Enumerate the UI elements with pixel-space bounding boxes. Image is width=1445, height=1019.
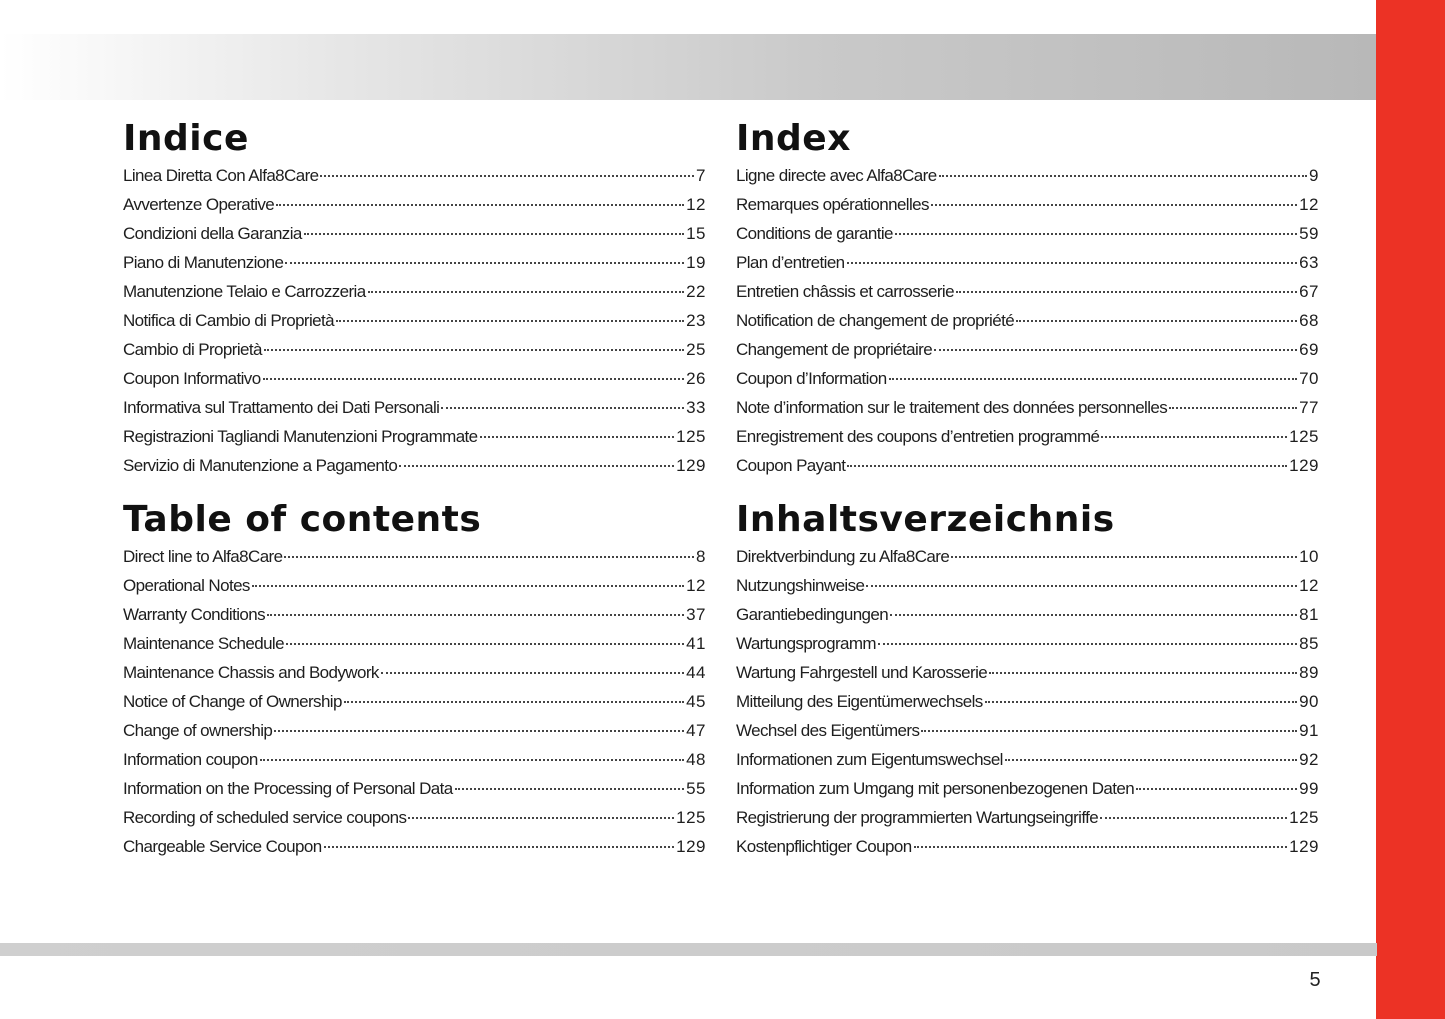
page-number: 5: [1309, 969, 1321, 991]
toc-entry-page: 129: [676, 456, 706, 475]
dot-leader: [286, 642, 684, 645]
dot-leader: [260, 758, 684, 761]
toc-entry-label: Chargeable Service Coupon: [123, 837, 322, 856]
toc-entry-page: 9: [1309, 166, 1319, 185]
dot-leader: [441, 406, 684, 409]
toc-entry-label: Warranty Conditions: [123, 605, 265, 624]
toc-entry-label: Kostenpflichtiger Coupon: [736, 837, 912, 856]
toc-entry-label: Information zum Umgang mit personenbezogenen Daten: [736, 779, 1135, 798]
dot-leader: [934, 348, 1297, 351]
toc-entry-page: 125: [1289, 808, 1319, 827]
dot-leader: [284, 555, 694, 558]
toc-entry-label: Direct line to Alfa8Care: [123, 547, 283, 566]
toc-entry[interactable]: [123, 451, 706, 480]
toc-entry[interactable]: [123, 277, 706, 306]
toc-entry-label: Maintenance Schedule: [123, 634, 284, 653]
toc-entry[interactable]: [736, 248, 1319, 277]
toc-entry-label: Notice of Change of Ownership: [123, 692, 342, 711]
toc-entry[interactable]: [123, 393, 706, 422]
toc-entry-label: Coupon d’Information: [736, 369, 887, 388]
dot-leader: [368, 290, 684, 293]
toc-entry-label: Enregistrement des coupons d’entretien programmé: [736, 427, 1100, 446]
dot-leader: [951, 555, 1297, 558]
toc-entry-page: 37: [686, 605, 706, 624]
toc-entry-label: Servizio di Manutenzione a Pagamento: [123, 456, 398, 475]
toc-entry-label: Changement de propriétaire: [736, 340, 933, 359]
toc-entry[interactable]: [736, 629, 1319, 658]
toc-entry-page: 125: [676, 427, 706, 446]
toc-entry[interactable]: [736, 571, 1319, 600]
toc-entry[interactable]: [736, 803, 1319, 832]
toc-entry[interactable]: [736, 832, 1319, 861]
dot-leader: [408, 816, 674, 819]
toc-entry[interactable]: [736, 335, 1319, 364]
dot-leader: [1136, 787, 1297, 790]
toc-entry-label: Registrierung der programmierten Wartungseingriffe: [736, 808, 1099, 827]
toc-entry-page: 15: [686, 224, 706, 243]
dot-leader: [1101, 435, 1287, 438]
dot-leader: [878, 642, 1297, 645]
header-band: [0, 34, 1377, 100]
toc-entry-label: Direktverbindung zu Alfa8Care: [736, 547, 950, 566]
toc-entry[interactable]: [123, 774, 706, 803]
dot-leader: [847, 464, 1287, 467]
toc-entry-label: Wartung Fahrgestell und Karosserie: [736, 663, 988, 682]
red-side-strip: [1376, 0, 1445, 1019]
toc-entry[interactable]: [123, 335, 706, 364]
toc-entry-label: Notifica di Cambio di Proprietà: [123, 311, 334, 330]
toc-entry-label: Informativa sul Trattamento dei Dati Personali: [123, 398, 440, 417]
toc-entry[interactable]: [736, 422, 1319, 451]
toc-entry-page: 129: [1289, 456, 1319, 475]
toc-entry[interactable]: [123, 832, 706, 861]
toc-entry-page: 55: [686, 779, 706, 798]
dot-leader: [274, 729, 684, 732]
toc-entry-page: 7: [696, 166, 706, 185]
toc-entry-label: Plan d’entretien: [736, 253, 845, 272]
toc-entry[interactable]: [736, 306, 1319, 335]
toc-entry-label: Coupon Informativo: [123, 369, 261, 388]
toc-entry[interactable]: [123, 658, 706, 687]
toc-entry-label: Note d’information sur le traitement des données personnelles: [736, 398, 1168, 417]
dot-leader: [989, 671, 1297, 674]
section-title-indice: Indice: [123, 118, 249, 159]
dot-leader: [344, 700, 684, 703]
dot-leader: [324, 845, 675, 848]
toc-entry-label: Avvertenze Operative: [123, 195, 275, 214]
toc-entry-page: 48: [686, 750, 706, 769]
section-index: [736, 116, 1319, 480]
dot-leader: [252, 584, 684, 587]
toc-entry[interactable]: [123, 687, 706, 716]
toc-entry[interactable]: [123, 422, 706, 451]
section-title-index: Index: [736, 118, 851, 159]
toc-entry-label: Recording of scheduled service coupons: [123, 808, 407, 827]
dot-leader: [847, 261, 1298, 264]
toc-entry-page: 68: [1299, 311, 1319, 330]
toc-entry[interactable]: [123, 190, 706, 219]
toc-list-index: [736, 161, 1319, 480]
toc-entry-page: 90: [1299, 692, 1319, 711]
toc-entry-page: 12: [686, 576, 706, 595]
toc-entry-label: Operational Notes: [123, 576, 250, 595]
section-title-inhaltsverzeichnis: Inhaltsverzeichnis: [736, 499, 1115, 540]
toc-entry[interactable]: [123, 716, 706, 745]
dot-leader: [399, 464, 674, 467]
dot-leader: [931, 203, 1297, 206]
dot-leader: [1100, 816, 1287, 819]
toc-entry[interactable]: [736, 219, 1319, 248]
toc-entry-label: Registrazioni Tagliandi Manutenzioni Programmate: [123, 427, 478, 446]
dot-leader: [895, 232, 1297, 235]
toc-list-indice: [123, 161, 706, 480]
toc-entry-label: Piano di Manutenzione: [123, 253, 284, 272]
toc-entry[interactable]: [736, 687, 1319, 716]
toc-entry[interactable]: [736, 600, 1319, 629]
toc-entry-label: Informationen zum Eigentumswechsel: [736, 750, 1003, 769]
dot-leader: [890, 613, 1297, 616]
toc-entry-page: 125: [1289, 427, 1319, 446]
toc-entry[interactable]: [123, 542, 706, 571]
toc-entry-page: 99: [1299, 779, 1319, 798]
dot-leader: [1005, 758, 1297, 761]
dot-leader: [304, 232, 684, 235]
toc-entry-page: 129: [1289, 837, 1319, 856]
footer-rule: [0, 943, 1377, 956]
toc-entry-page: 91: [1299, 721, 1319, 740]
dot-leader: [866, 584, 1297, 587]
dot-leader: [320, 174, 694, 177]
toc-entry[interactable]: [123, 629, 706, 658]
dot-leader: [1016, 319, 1297, 322]
toc-entry-page: 59: [1299, 224, 1319, 243]
toc-entry[interactable]: [123, 803, 706, 832]
dot-leader: [985, 700, 1297, 703]
toc-entry-label: Wartungsprogramm: [736, 634, 876, 653]
toc-entry[interactable]: [123, 364, 706, 393]
toc-entry-page: 63: [1299, 253, 1319, 272]
toc-entry-page: 44: [686, 663, 706, 682]
toc-entry-page: 70: [1299, 369, 1319, 388]
dot-leader: [921, 729, 1297, 732]
toc-entry-label: Notification de changement de propriété: [736, 311, 1015, 330]
toc-entry-label: Garantiebedingungen: [736, 605, 889, 624]
toc-entry[interactable]: [736, 364, 1319, 393]
dot-leader: [263, 377, 685, 380]
toc-entry-label: Information coupon: [123, 750, 258, 769]
toc-entry-page: 10: [1299, 547, 1319, 566]
dot-leader: [939, 174, 1307, 177]
toc-entry-page: 92: [1299, 750, 1319, 769]
toc-entry[interactable]: [736, 716, 1319, 745]
toc-entry-page: 47: [686, 721, 706, 740]
dot-leader: [455, 787, 684, 790]
dot-leader: [889, 377, 1298, 380]
toc-entry-label: Mitteilung des Eigentümerwechsels: [736, 692, 983, 711]
toc-entry-label: Remarques opérationnelles: [736, 195, 929, 214]
section-title-table-of-contents: Table of contents: [123, 499, 482, 540]
dot-leader: [264, 348, 684, 351]
toc-entry[interactable]: [736, 745, 1319, 774]
toc-entry[interactable]: [736, 542, 1319, 571]
toc-entry-label: Coupon Payant: [736, 456, 846, 475]
dot-leader: [285, 261, 684, 264]
toc-entry-page: 19: [686, 253, 706, 272]
toc-entry[interactable]: [123, 571, 706, 600]
toc-entry-page: 12: [1299, 576, 1319, 595]
toc-entry[interactable]: [736, 277, 1319, 306]
toc-entry[interactable]: [123, 161, 706, 190]
toc-entry[interactable]: [736, 451, 1319, 480]
toc-entry-page: 77: [1299, 398, 1319, 417]
toc-entry-label: Ligne directe avec Alfa8Care: [736, 166, 937, 185]
toc-entry[interactable]: [736, 393, 1319, 422]
toc-entry-page: 45: [686, 692, 706, 711]
toc-entry-page: 85: [1299, 634, 1319, 653]
toc-entry-page: 129: [676, 837, 706, 856]
section-inhaltsverzeichnis: [736, 497, 1319, 861]
toc-entry[interactable]: [736, 774, 1319, 803]
dot-leader: [1169, 406, 1297, 409]
section-table-of-contents: [123, 497, 706, 861]
toc-entry-label: Condizioni della Garanzia: [123, 224, 302, 243]
toc-entry-page: 33: [686, 398, 706, 417]
toc-entry-page: 41: [686, 634, 706, 653]
toc-entry-label: Manutenzione Telaio e Carrozzeria: [123, 282, 366, 301]
toc-entry[interactable]: [736, 658, 1319, 687]
toc-entry[interactable]: [736, 190, 1319, 219]
dot-leader: [914, 845, 1288, 848]
toc-entry-label: Cambio di Proprietà: [123, 340, 262, 359]
toc-entry-page: 12: [1299, 195, 1319, 214]
toc-entry-page: 67: [1299, 282, 1319, 301]
toc-entry-page: 89: [1299, 663, 1319, 682]
toc-entry[interactable]: [123, 745, 706, 774]
dot-leader: [480, 435, 675, 438]
dot-leader: [381, 671, 684, 674]
toc-entry-label: Linea Diretta Con Alfa8Care: [123, 166, 319, 185]
toc-entry-page: 81: [1299, 605, 1319, 624]
toc-entry-page: 25: [686, 340, 706, 359]
toc-entry-page: 22: [686, 282, 706, 301]
toc-entry-label: Entretien châssis et carrosserie: [736, 282, 954, 301]
toc-entry-label: Wechsel des Eigentümers: [736, 721, 920, 740]
dot-leader: [336, 319, 684, 322]
toc-entry-label: Maintenance Chassis and Bodywork: [123, 663, 379, 682]
toc-entry-page: 26: [686, 369, 706, 388]
toc-entry[interactable]: [123, 248, 706, 277]
section-indice: [123, 116, 706, 480]
dot-leader: [267, 613, 684, 616]
dot-leader: [956, 290, 1297, 293]
toc-entry-label: Change of ownership: [123, 721, 273, 740]
toc-entry-page: 12: [686, 195, 706, 214]
toc-entry[interactable]: [123, 600, 706, 629]
toc-entry-page: 125: [676, 808, 706, 827]
toc-entry[interactable]: [123, 306, 706, 335]
dot-leader: [276, 203, 684, 206]
toc-entry-label: Conditions de garantie: [736, 224, 893, 243]
toc-entry[interactable]: [123, 219, 706, 248]
toc-entry-label: Nutzungshinweise: [736, 576, 865, 595]
toc-list-table-of-contents: [123, 542, 706, 861]
toc-entry-page: 69: [1299, 340, 1319, 359]
toc-list-inhaltsverzeichnis: [736, 542, 1319, 861]
toc-entry[interactable]: [736, 161, 1319, 190]
toc-entry-label: Information on the Processing of Personal Data: [123, 779, 453, 798]
toc-entry-page: 8: [696, 547, 706, 566]
toc-entry-page: 23: [686, 311, 706, 330]
